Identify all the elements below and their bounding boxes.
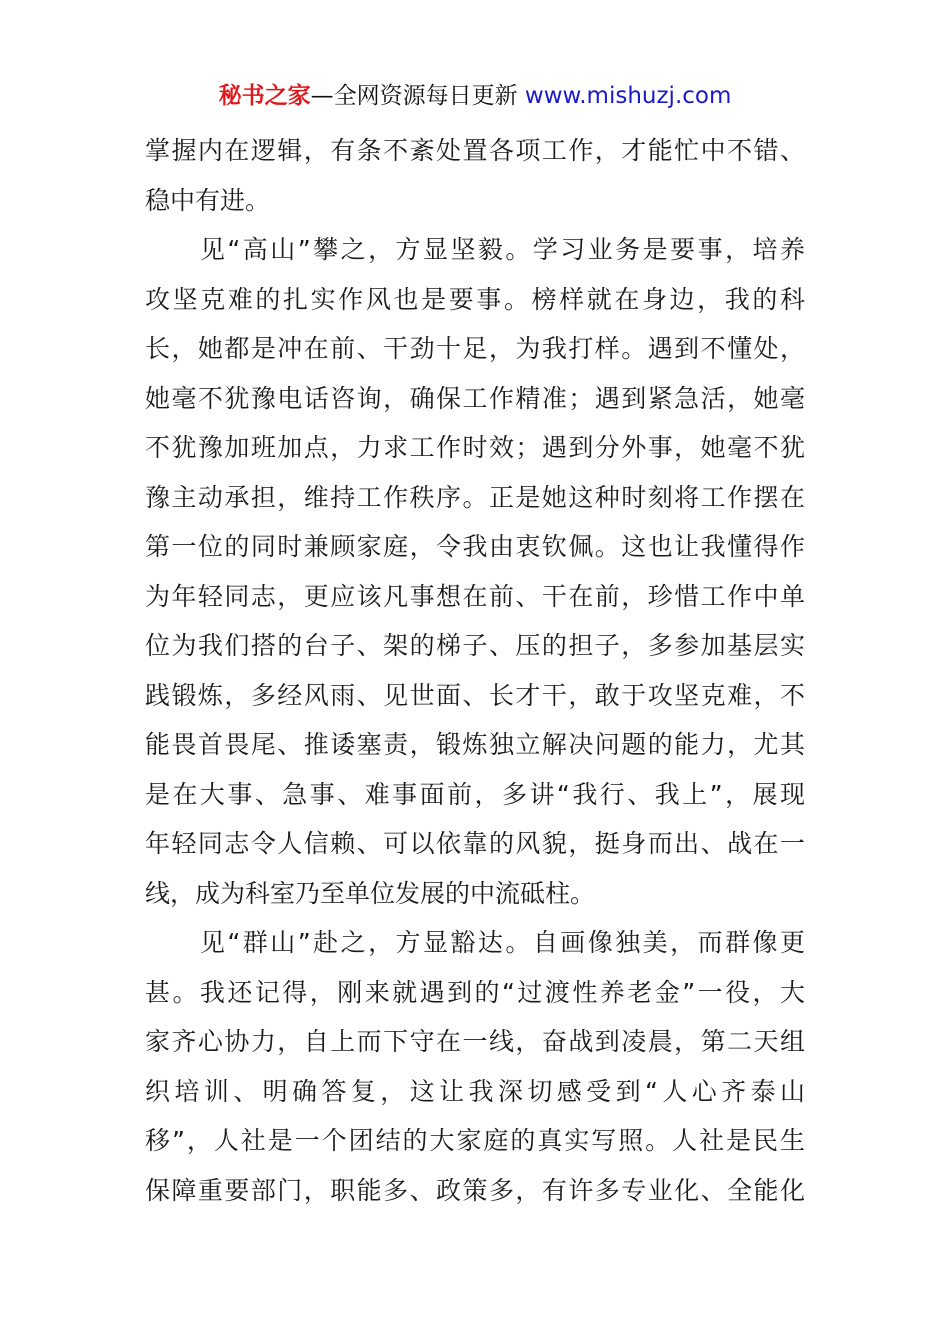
text-line: 是在大事、急事、难事面前，多讲“我行、我上”，展现 bbox=[145, 779, 805, 809]
text-line: 稳中有进。 bbox=[145, 185, 271, 215]
text-line: 践锻炼，多经风雨、见世面、长才干，敢于攻坚克难，不 bbox=[145, 680, 805, 710]
text-line: 能畏首畏尾、推诿塞责，锻炼独立解决问题的能力，尤其 bbox=[145, 730, 805, 759]
text-line: 为年轻同志，更应该凡事想在前、干在前，珍惜工作中单 bbox=[145, 581, 805, 611]
text-line: 掌握内在逻辑，有条不紊处置各项工作，才能忙中不错、 bbox=[145, 136, 805, 165]
text-line: 年轻同志令人信赖、可以依靠的风貌，挺身而出、战在一 bbox=[145, 829, 805, 858]
text-line: 保障重要部门，职能多、政策多，有许多专业化、全能化 bbox=[145, 1175, 805, 1205]
page-header bbox=[0, 80, 950, 112]
text-line: 不犹豫加班加点，力求工作时效；遇到分外事，她毫不犹 bbox=[145, 433, 805, 462]
text-line: 第一位的同时兼顾家庭，令我由衷钦佩。这也让我懂得作 bbox=[145, 532, 805, 561]
text-line: 见“群山”赴之，方显豁达。自画像独美，而群像更 bbox=[145, 928, 805, 957]
article-body bbox=[145, 126, 805, 1215]
text-line: 豫主动承担，维持工作秩序。正是她这种时刻将工作摆在 bbox=[145, 482, 805, 512]
text-line: 她毫不犹豫电话咨询，确保工作精准；遇到紧急活，她毫 bbox=[145, 383, 805, 413]
site-url-link[interactable]: www.mishuzj.com bbox=[524, 83, 732, 109]
text-line: 见“高山”攀之，方显坚毅。学习业务是要事，培养 bbox=[145, 235, 805, 264]
text-line: 长，她都是冲在前、干劲十足，为我打样。遇到不懂处， bbox=[145, 334, 805, 363]
text-line: 攻坚克难的扎实作风也是要事。榜样就在身边，我的科 bbox=[145, 284, 805, 314]
text-line: 线，成为科室乃至单位发展的中流砥柱。 bbox=[145, 878, 596, 908]
text-line: 位为我们搭的台子、架的梯子、压的担子，多参加基层实 bbox=[145, 631, 805, 660]
header-tagline: —全网资源每日更新 bbox=[310, 83, 525, 109]
text-line: 家齐心协力，自上而下守在一线，奋战到凌晨，第二天组 bbox=[145, 1027, 805, 1056]
text-line: 织培训、明确答复，这让我深切感受到“人心齐泰山 bbox=[145, 1076, 805, 1106]
text-line: 甚。我还记得，刚来就遇到的“过渡性养老金”一役，大 bbox=[145, 977, 805, 1007]
brand-name: 秘书之家 bbox=[218, 83, 311, 109]
text-line: 移”，人社是一个团结的大家庭的真实写照。人社是民生 bbox=[145, 1126, 805, 1155]
